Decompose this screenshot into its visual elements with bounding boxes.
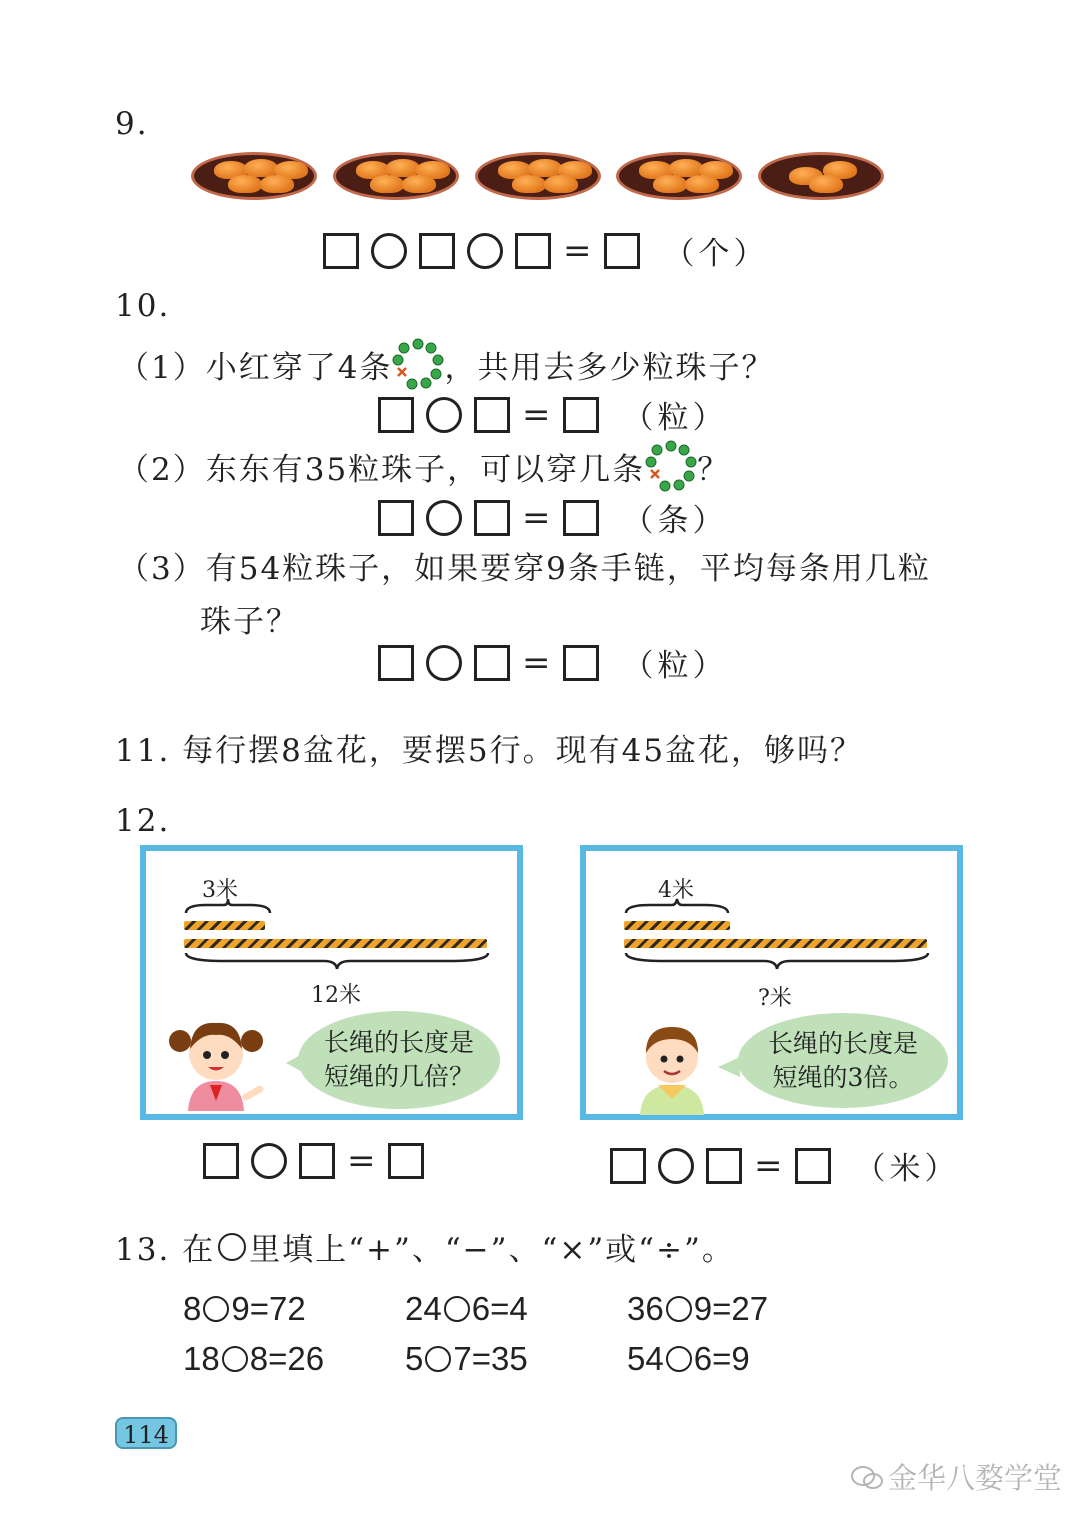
operator-circle[interactable] [251, 1143, 287, 1179]
operator-circle[interactable] [425, 1346, 451, 1372]
speech-bubble [738, 1013, 948, 1108]
q10-number: 10. [115, 288, 171, 324]
operator-circle[interactable] [426, 500, 462, 536]
boy-character-icon [634, 1019, 710, 1115]
answer-box[interactable] [323, 233, 359, 269]
bead-bracelet-icon [392, 338, 444, 390]
bubble-line: 短绳的几倍？ [323, 1062, 474, 1091]
operand: 8 [183, 1290, 202, 1327]
q13-item [405, 1340, 528, 1378]
q12-right-panel [580, 845, 963, 1120]
q11-text: 11. 每行摆8盆花，要摆5行。现有45盆花，够吗？ [115, 733, 864, 769]
operator-circle[interactable] [658, 1148, 694, 1184]
operand: 6=4 [471, 1290, 528, 1327]
part-text: ？ [697, 451, 731, 488]
operand: 6=9 [693, 1340, 750, 1377]
short-rope-label: 4米 [658, 878, 694, 903]
q12-left-panel [140, 845, 523, 1120]
unit-label: （粒） [622, 648, 728, 684]
equals-sign: = [347, 1141, 376, 1181]
answer-box[interactable] [563, 645, 599, 681]
brace-icon [184, 951, 490, 971]
brace-icon [184, 897, 272, 915]
q10-part1-equation [378, 392, 728, 437]
operator-circle[interactable] [666, 1346, 692, 1372]
part-text: ，共用去多少粒珠子？ [444, 349, 775, 386]
title-text: 里填上“+”、“−”、“×”或“÷”。 [249, 1232, 735, 1268]
girl-character-icon [166, 1011, 266, 1111]
operand: 54 [627, 1340, 664, 1377]
unit-label: （米） [854, 1151, 960, 1187]
answer-box[interactable] [378, 397, 414, 433]
long-rope-label: ?米 [758, 986, 792, 1011]
circle-icon [218, 1233, 246, 1261]
brace-icon [624, 951, 930, 971]
bubble-line: 短绳的3倍。 [772, 1063, 914, 1092]
title-text: 13. 在 [115, 1232, 216, 1268]
q13-item [183, 1340, 324, 1378]
answer-box[interactable] [474, 500, 510, 536]
answer-box[interactable] [474, 645, 510, 681]
bubble-tail [286, 1053, 304, 1073]
answer-box[interactable] [706, 1148, 742, 1184]
short-rope [624, 921, 730, 930]
q13-item [627, 1290, 768, 1328]
plate-of-buns [758, 152, 884, 200]
part-text: 东东有35粒珠子，可以穿几条 [205, 451, 646, 488]
plate-of-buns [475, 152, 601, 200]
answer-box[interactable] [378, 500, 414, 536]
long-rope-label: 12米 [311, 983, 361, 1008]
plate-of-buns [333, 152, 459, 200]
short-rope-label: 3米 [202, 878, 238, 903]
q10-part1-text [118, 338, 774, 390]
equals-sign: = [754, 1145, 783, 1186]
unit-label: （条） [622, 503, 728, 539]
operand: 9=27 [693, 1290, 769, 1327]
operator-circle[interactable] [371, 233, 407, 269]
q10-part2-equation [378, 495, 728, 540]
operand: 7=35 [453, 1340, 528, 1377]
bubble-line: 长绳的长度是 [767, 1029, 918, 1058]
q10-part3-line2: 珠子？ [200, 604, 299, 640]
equals-sign: = [563, 230, 592, 271]
wechat-icon [850, 1464, 884, 1492]
operator-circle[interactable] [222, 1346, 248, 1372]
answer-box[interactable] [563, 397, 599, 433]
q10-part3-line1 [118, 543, 931, 588]
unit-label: （粒） [622, 400, 728, 436]
operator-circle[interactable] [444, 1296, 470, 1322]
answer-box[interactable] [604, 233, 640, 269]
operator-circle[interactable] [467, 233, 503, 269]
bubble-line: 长绳的长度是 [323, 1028, 474, 1057]
part-text: 有54粒珠子，如果要穿9条手链，平均每条用几粒 [205, 551, 931, 587]
bubble-tail [718, 1057, 740, 1077]
q12-left-equation [203, 1143, 424, 1179]
short-rope [184, 921, 265, 930]
q13-item [627, 1340, 750, 1378]
part-label: （3） [118, 551, 206, 587]
speech-bubble [298, 1011, 500, 1109]
answer-box[interactable] [203, 1143, 239, 1179]
long-rope [184, 939, 487, 948]
answer-box[interactable] [515, 233, 551, 269]
answer-box[interactable] [299, 1143, 335, 1179]
q10-part2-text [118, 440, 730, 492]
q12-right-equation [610, 1143, 960, 1188]
q12-number: 12. [115, 803, 171, 839]
page-number: 114 [115, 1417, 177, 1449]
q13-item [405, 1290, 528, 1328]
q9-equation [323, 228, 769, 273]
operator-circle[interactable] [666, 1296, 692, 1322]
operand: 9=72 [231, 1290, 306, 1327]
operand: 24 [405, 1290, 442, 1327]
plate-of-buns [191, 152, 317, 200]
answer-box[interactable] [378, 645, 414, 681]
q9-number: 9. [115, 106, 149, 142]
part-label: （1） [118, 349, 206, 386]
part-label: （2） [118, 451, 206, 488]
operand: 18 [183, 1340, 220, 1377]
equals-sign: = [522, 497, 551, 538]
answer-box[interactable] [419, 233, 455, 269]
operator-circle[interactable] [426, 645, 462, 681]
q13-item [183, 1290, 306, 1328]
answer-box[interactable] [474, 397, 510, 433]
operand: 8=26 [249, 1340, 325, 1377]
bead-bracelet-icon [645, 440, 697, 492]
plate-of-buns [616, 152, 742, 200]
watermark [850, 1456, 1062, 1497]
part-text: 小红穿了4条 [205, 349, 393, 386]
q10-part3-equation [378, 640, 728, 685]
q13-title [115, 1224, 735, 1269]
operand: 36 [627, 1290, 664, 1327]
answer-box[interactable] [610, 1148, 646, 1184]
answer-box[interactable] [388, 1143, 424, 1179]
operator-circle[interactable] [426, 397, 462, 433]
long-rope [624, 939, 927, 948]
answer-box[interactable] [563, 500, 599, 536]
brace-icon [624, 897, 730, 915]
unit-label: （个） [663, 236, 769, 272]
watermark-text: 金华八婺学堂 [888, 1461, 1063, 1495]
operator-circle[interactable] [203, 1296, 229, 1322]
equals-sign: = [522, 394, 551, 435]
answer-box[interactable] [795, 1148, 831, 1184]
operand: 5 [405, 1340, 424, 1377]
equals-sign: = [522, 642, 551, 683]
